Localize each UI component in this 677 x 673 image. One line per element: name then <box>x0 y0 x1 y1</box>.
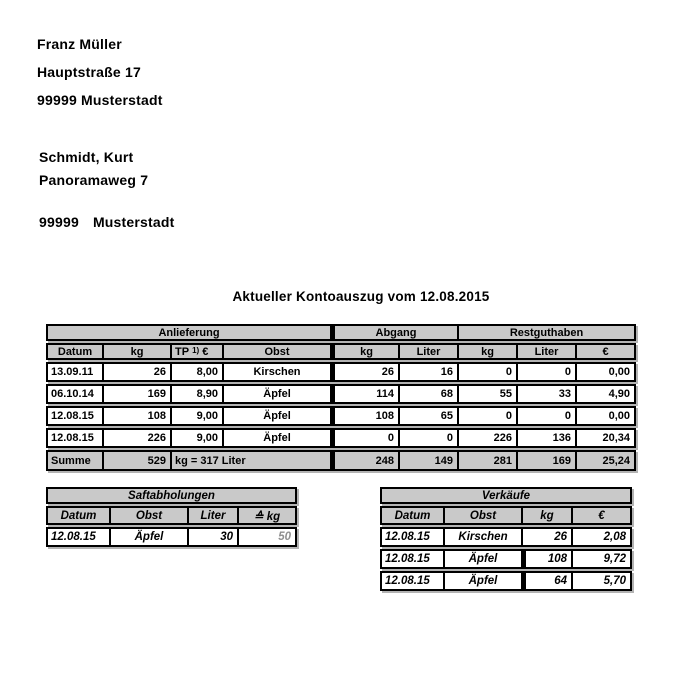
cell-rest-kg: 0 <box>457 406 518 426</box>
col-header-obst: Obst <box>222 343 332 360</box>
cell-datum: 12.08.15 <box>380 571 445 591</box>
cell-tp: 9,00 <box>170 428 224 448</box>
cell-datum: 12.08.15 <box>380 549 445 569</box>
cell-liter: 30 <box>187 527 239 547</box>
summe-row <box>46 450 636 471</box>
table-row <box>46 384 636 404</box>
cell-obst: Äpfel <box>443 571 523 591</box>
col-header-kg: kg <box>521 506 573 525</box>
col-header-abgang-kg: kg <box>330 343 400 360</box>
sender-street: Hauptstraße 17 <box>37 64 141 80</box>
cell-kg: 26 <box>521 527 573 547</box>
group-header-row <box>46 324 636 341</box>
cell-datum: 12.08.15 <box>46 527 111 547</box>
cell-obst: Äpfel <box>222 406 332 426</box>
cell-kg: 64 <box>521 571 573 591</box>
cell-abgang-kg: 26 <box>330 362 400 382</box>
table-row <box>46 362 636 382</box>
group-abgang: Abgang <box>330 324 459 341</box>
summe-abgang-kg: 248 <box>330 450 400 471</box>
sender-name: Franz Müller <box>37 36 122 52</box>
table-row <box>380 527 632 547</box>
col-header-datum: Datum <box>46 506 111 525</box>
summe-rest-euro: 25,24 <box>575 450 636 471</box>
cell-abgang-kg: 108 <box>330 406 400 426</box>
recipient-street: Panoramaweg 7 <box>39 172 149 188</box>
recipient-name: Schmidt, Kurt <box>39 149 134 165</box>
col-header-tp: TP 1) € <box>170 343 224 360</box>
column-header-row <box>46 343 636 360</box>
cell-obst: Kirschen <box>443 527 523 547</box>
cell-datum: 06.10.14 <box>46 384 104 404</box>
cell-kg: 26 <box>102 362 172 382</box>
cell-obst: Äpfel <box>443 549 523 569</box>
footnote-marker: 1) <box>192 346 200 355</box>
cell-obst: Äpfel <box>222 384 332 404</box>
cell-rest-euro: 4,90 <box>575 384 636 404</box>
cell-datum: 13.09.11 <box>46 362 104 382</box>
summe-rest-kg: 281 <box>457 450 518 471</box>
cell-rest-euro: 0,00 <box>575 406 636 426</box>
summe-abgang-liter: 149 <box>398 450 459 471</box>
cell-rest-euro: 20,34 <box>575 428 636 448</box>
table-title-row <box>380 487 632 504</box>
recipient-address <box>39 146 174 234</box>
cell-euro: 2,08 <box>571 527 632 547</box>
cell-kg: 108 <box>521 549 573 569</box>
cell-euro: 9,72 <box>571 549 632 569</box>
cell-rest-liter: 0 <box>516 406 577 426</box>
col-header-obst: Obst <box>443 506 523 525</box>
col-header-euro: € <box>575 343 636 360</box>
cell-obst: Äpfel <box>222 428 332 448</box>
col-header-rest-liter: Liter <box>516 343 577 360</box>
col-header-abgang-liter: Liter <box>398 343 459 360</box>
cell-kg-equivalent: 50 <box>237 527 297 547</box>
cell-abgang-liter: 65 <box>398 406 459 426</box>
sender-address <box>37 30 163 114</box>
col-header-euro: € <box>571 506 632 525</box>
cell-abgang-liter: 68 <box>398 384 459 404</box>
col-header-obst: Obst <box>109 506 189 525</box>
summe-note: kg = 317 Liter <box>170 450 332 471</box>
table-row <box>46 428 636 448</box>
group-anlieferung: Anlieferung <box>46 324 332 341</box>
cell-obst: Äpfel <box>109 527 189 547</box>
table-row <box>46 527 297 547</box>
cell-rest-euro: 0,00 <box>575 362 636 382</box>
saftabholungen-table <box>46 487 297 549</box>
sender-city: 99999 Musterstadt <box>37 92 163 108</box>
table-row <box>380 549 632 569</box>
group-restguthaben: Restguthaben <box>457 324 636 341</box>
cell-tp: 9,00 <box>170 406 224 426</box>
recipient-zip-city <box>39 211 174 234</box>
main-table <box>46 324 636 473</box>
summe-label: Summe <box>46 450 104 471</box>
cell-rest-liter: 33 <box>516 384 577 404</box>
cell-abgang-liter: 0 <box>398 428 459 448</box>
col-header-liter: Liter <box>187 506 239 525</box>
cell-rest-kg: 0 <box>457 362 518 382</box>
cell-rest-kg: 55 <box>457 384 518 404</box>
cell-datum: 12.08.15 <box>46 428 104 448</box>
col-header-datum: Datum <box>380 506 445 525</box>
col-header-kg: kg <box>102 343 172 360</box>
cell-rest-liter: 136 <box>516 428 577 448</box>
col-header-entspricht-kg: ≙ kg <box>237 506 297 525</box>
col-header-datum: Datum <box>46 343 104 360</box>
page-title: Aktueller Kontoauszug vom 12.08.2015 <box>232 289 490 304</box>
cell-datum: 12.08.15 <box>380 527 445 547</box>
cell-kg: 169 <box>102 384 172 404</box>
verkaeufe-table <box>380 487 632 593</box>
summe-kg: 529 <box>102 450 172 471</box>
cell-rest-liter: 0 <box>516 362 577 382</box>
cell-obst: Kirschen <box>222 362 332 382</box>
cell-tp: 8,00 <box>170 362 224 382</box>
cell-abgang-liter: 16 <box>398 362 459 382</box>
cell-tp: 8,90 <box>170 384 224 404</box>
recipient-zip: 99999 <box>39 214 79 230</box>
verkaeufe-title: Verkäufe <box>380 487 632 504</box>
cell-kg: 108 <box>102 406 172 426</box>
col-header-rest-kg: kg <box>457 343 518 360</box>
table-title-row <box>46 487 297 504</box>
recipient-city: Musterstadt <box>92 214 175 230</box>
summe-rest-liter: 169 <box>516 450 577 471</box>
table-row <box>380 571 632 591</box>
cell-euro: 5,70 <box>571 571 632 591</box>
cell-rest-kg: 226 <box>457 428 518 448</box>
saftabholungen-title: Saftabholungen <box>46 487 297 504</box>
cell-kg: 226 <box>102 428 172 448</box>
column-header-row <box>380 506 632 525</box>
table-row <box>46 406 636 426</box>
cell-abgang-kg: 0 <box>330 428 400 448</box>
cell-abgang-kg: 114 <box>330 384 400 404</box>
cell-datum: 12.08.15 <box>46 406 104 426</box>
column-header-row <box>46 506 297 525</box>
